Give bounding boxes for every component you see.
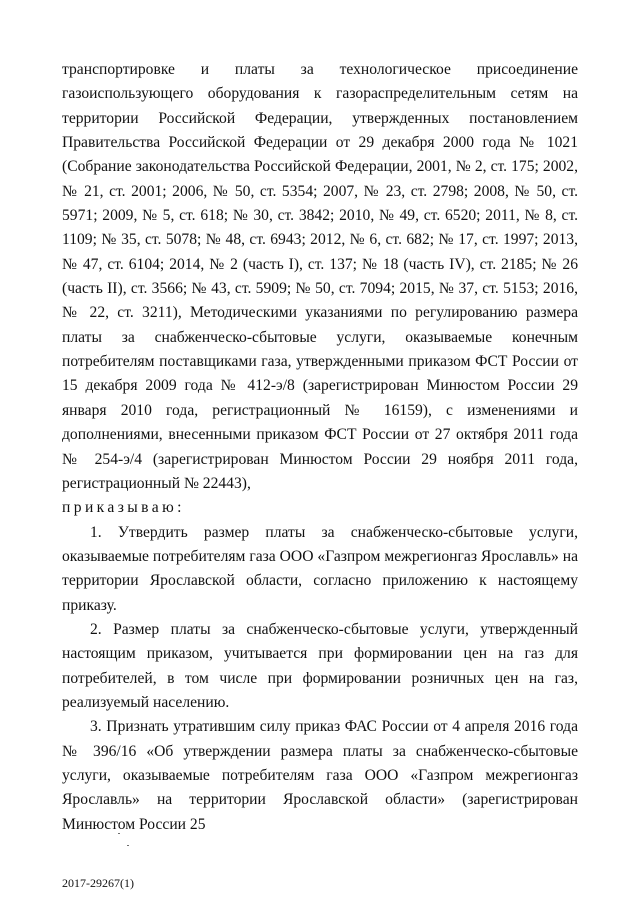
document-code: 2017-29267(1) <box>62 876 134 890</box>
scan-artifact <box>127 845 129 846</box>
order-item-1: 1. Утвердить размер платы за снабженческо-сбытовые услуги, оказываемые потребителям газа ООО «Газпром межрегионгаз Ярославль» на территории Ярославской области, согласно приложению к настоящему приказу. <box>62 523 578 614</box>
order-item-3: 3. Признать утратившим силу приказ ФАС России от 4 апреля 2016 года № 396/16 «Об утверждении размера платы за снабженческо-сбытовые услуги, оказываемые потребителям газа ООО «Газпром межрегионгаз Ярославль» на территории Ярославской области» (зарегистрирован Минюстом России 25 <box>62 718 578 833</box>
scan-artifact <box>118 833 120 834</box>
intro-paragraph: транспортировке и платы за технологическое присоединение газоиспользующего оборудования к газораспределительным сетям на территории Российской Федерации, утвержденных постановлением Правительства Российской Федерации от 29 декабря 2000 года № 1021 (Собрание законодательства Российской Федерации, 2001, № 2, ст. 175; 2002, № 21, ст. 2001; 2006, № 50, ст. 5354; 2007, № 23, ст. 2798; 2008, № 50, ст. 5971; 2009, № 5, ст. 618; № 30, ст. 3842; 2010, № 49, ст. 6520; 2011, № 8, ст. 1109; № 35, ст. 5078; № 48, ст. 6943; 2012, № 6, ст. 682; № 17, ст. 1997; 2013, № 47, ст. 6104; 2014, № 2 (часть I), ст. 137; № 18 (часть IV), ст. 2185; № 26 (часть II), ст. 3566; № 43, ст. 5909; № 50, ст. 7094; 2015, № 37, ст. 5153; 2016, № 22, ст. 3211), Методическими указаниями по регулированию размера платы за снабженческо-сбытовые услуги, оказываемые конечным потребителям поставщиками газа, утвержденными приказом ФСТ России от 15 декабря 2009 года № 412-э/8 (зарегистрирован Минюстом России 29 января 2010 года, регистрационный № 16159), с изменениями и дополнениями, внесенными приказом ФСТ России от 27 октября 2011 года № 254-э/4 (зарегистрирован Минюстом России 29 ноября 2011 года, регистрационный № 22443), <box>62 61 578 492</box>
document-body <box>62 58 578 837</box>
order-word: приказываю: <box>62 499 185 517</box>
order-item-2: 2. Размер платы за снабженческо-сбытовые услуги, утвержденный настоящим приказом, учитывается при формировании цен на газ для потребителей, в том числе при формировании розничных цен на газ, реализуемый населению. <box>62 620 578 711</box>
